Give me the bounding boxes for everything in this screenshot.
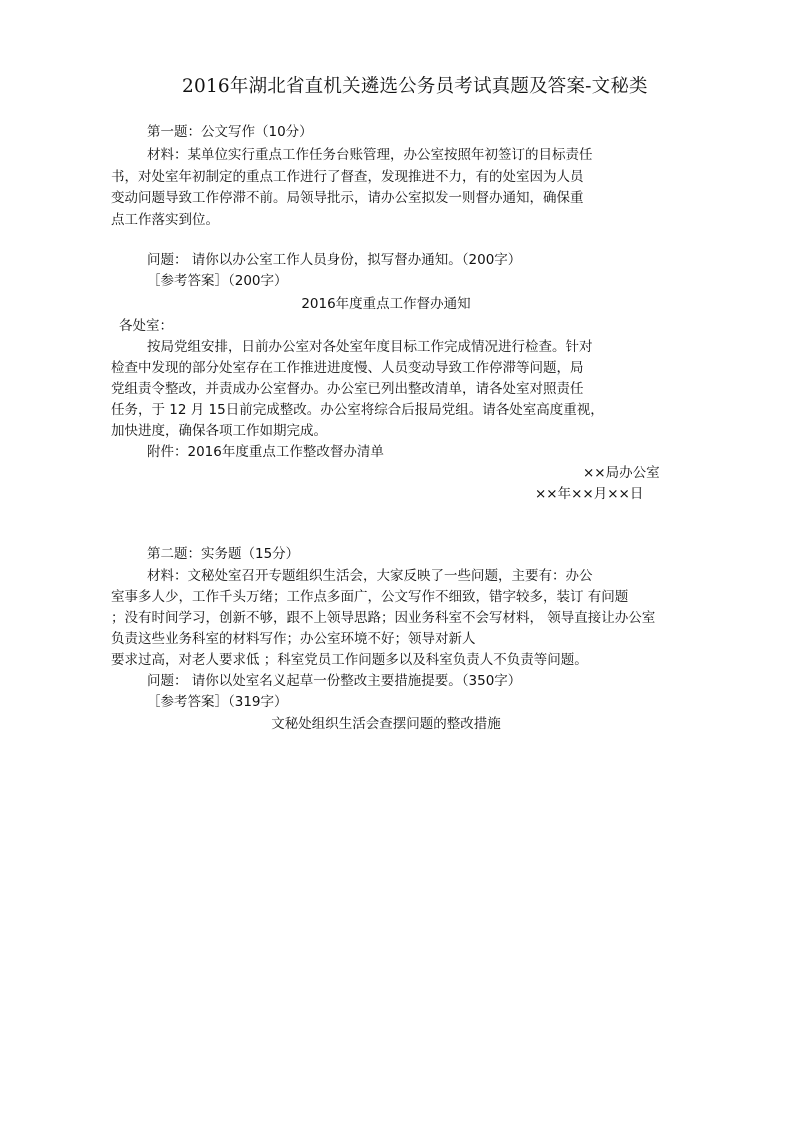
document-title: 2016年湖北省直机关遴选公务员考试真题及答案-文秘类 bbox=[182, 76, 648, 97]
q2-material-line: 要求过高，对老人要求低 ；科室党员工作问题多以及科室负责人不负责等问题。 bbox=[111, 652, 588, 668]
q1-material-line: 点工作落实到位。 bbox=[111, 212, 219, 228]
q1-material-line: 变动问题导致工作停滞不前。局领导批示，请办公室拟发一则督办通知，确保重 bbox=[111, 190, 584, 206]
q2-material-line: 材料：文秘处室召开专题组织生活会，大家反映了一些问题，主要有：办公 bbox=[147, 568, 593, 584]
notice-body-line: 按局党组安排，日前办公室对各处室年度目标工作完成情况进行检查。针对 bbox=[147, 339, 593, 355]
q2-question: 问题： 请你以处室名义起草一份整改主要措施提要。（350字） bbox=[147, 673, 522, 689]
notice-body-line: 党组责令整改，并责成办公室督办。办公室已列出整改清单，请各处室对照责任 bbox=[111, 381, 584, 397]
q2-material-line: ；没有时间学习，创新不够，跟不上领导思路；因业务科室不会写材料， 领导直接让办公室 bbox=[111, 610, 656, 626]
q2-heading: 第二题：实务题（15分） bbox=[147, 546, 300, 562]
q2-material-line: 负责这些业务科室的材料写作；办公室环境不好；领导对新人 bbox=[111, 631, 476, 647]
signature-date: ××年××月××日 bbox=[535, 486, 644, 502]
signature-org: ××局办公室 bbox=[583, 465, 660, 481]
notice-body-line: 任务，于 12 月 15日前完成整改。办公室将综合后报局党组。请各处室高度重视， bbox=[111, 402, 604, 418]
notice-attachment: 附件：2016年度重点工作整改督办清单 bbox=[147, 444, 384, 460]
q1-material-line: 材料：某单位实行重点工作任务台账管理，办公室按照年初签订的目标责任 bbox=[147, 147, 593, 163]
q2-answer-title: 文秘处组织生活会查摆问题的整改措施 bbox=[271, 716, 501, 732]
q2-material-line: 室事多人少，工作千头万绪；工作点多面广，公文写作不细致，错字较多，装订 有问题 bbox=[111, 589, 629, 605]
notice-body-line: 检查中发现的部分处室存在工作推进进度慢、人员变动导致工作停滞等问题，局 bbox=[111, 360, 584, 376]
q2-answer-label: ［参考答案］（319字） bbox=[147, 694, 288, 710]
q1-answer-label: ［参考答案］（200字） bbox=[147, 273, 288, 289]
q1-question: 问题： 请你以办公室工作人员身份，拟写督办通知。（200字） bbox=[147, 252, 522, 268]
q1-material-line: 书，对处室年初制定的重点工作进行了督查，发现推进不力，有的处室因为人员 bbox=[111, 169, 584, 185]
notice-title: 2016年度重点工作督办通知 bbox=[301, 296, 471, 312]
notice-body-line: 加快进度，确保各项工作如期完成。 bbox=[111, 423, 327, 439]
notice-salutation: 各处室： bbox=[119, 318, 173, 334]
q1-heading: 第一题：公文写作（10分） bbox=[147, 124, 313, 140]
